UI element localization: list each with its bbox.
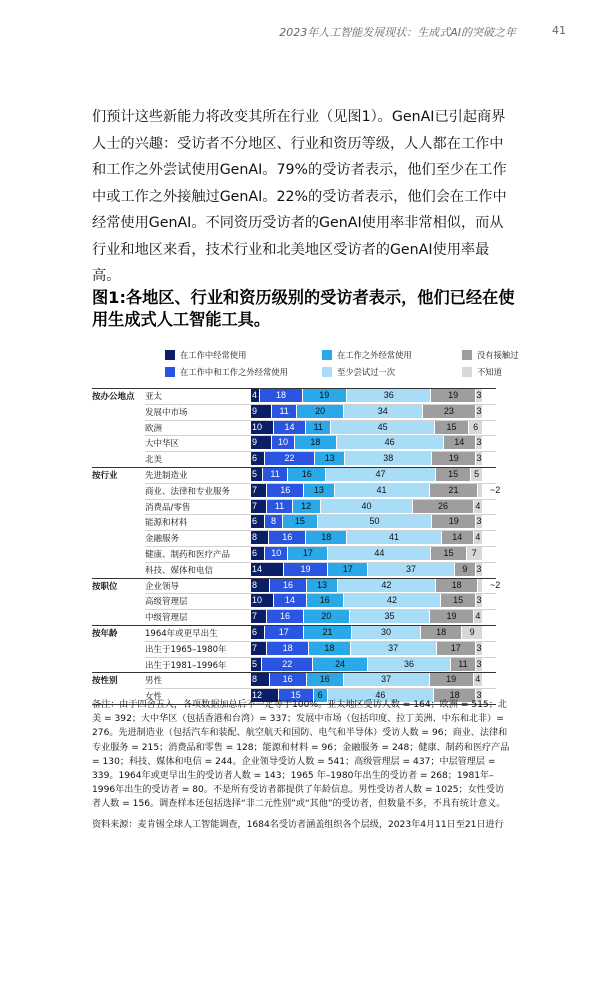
bar-segment: 6 (314, 689, 328, 702)
bar-segment: 11 (272, 405, 298, 418)
stacked-bar (251, 658, 483, 671)
row-label: 高级管理层 (145, 597, 188, 608)
bar-segment: 3 (476, 563, 482, 574)
bar-segment: 5 (251, 468, 263, 481)
row-label: 健康、制药和医疗产品 (145, 550, 231, 560)
bar-segment: 34 (344, 405, 423, 418)
bar-segment: 16 (267, 484, 304, 497)
bar-segment: 5 (471, 468, 483, 481)
bar-segment: 6 (251, 515, 265, 528)
bar-segment: 17 (437, 642, 476, 655)
legend-label: 没有接触过 (477, 350, 519, 360)
bar-segment: 17 (328, 563, 368, 576)
bar-segment: 15 (279, 689, 314, 702)
bar-segment: 16 (307, 673, 344, 686)
bar-segment: 22 (262, 658, 313, 671)
bar-segment: 16 (267, 610, 304, 623)
bar-segment: 16 (270, 673, 307, 686)
bar-segment: 40 (321, 500, 414, 513)
bar-segment (478, 484, 483, 497)
bar-segment: 6 (251, 547, 265, 560)
group-label: 按年龄 (92, 629, 118, 639)
bar-segment: 11 (267, 500, 293, 513)
chart-row (0, 641, 600, 657)
bar-segment: 42 (338, 579, 436, 592)
bar-segment: 10 (251, 421, 274, 434)
source-paragraph: 资料来源：麦肯锡全球人工智能调查，1684名受访者涵盖组织各个层级，2023年4月11日至21日进行 (92, 819, 504, 830)
bar-segment: 9 (462, 626, 483, 639)
row-label: 企业领导 (145, 581, 180, 592)
bar-segment: 6 (251, 626, 265, 639)
row-label: 金融服务 (145, 534, 180, 545)
stacked-bar (251, 642, 483, 655)
bar-segment: 15 (441, 594, 476, 607)
bar-segment: 19 (431, 389, 476, 402)
bar-segment: 37 (344, 673, 430, 686)
bar-segment: 13 (315, 452, 345, 465)
bar-segment: 46 (337, 436, 444, 449)
bar-segment: 19 (284, 563, 329, 576)
bar-segment: 36 (347, 389, 431, 402)
legend-label: 不知道 (477, 367, 502, 377)
bar-segment (478, 579, 483, 592)
chart-row (0, 609, 600, 625)
bar-segment: 4 (251, 389, 260, 402)
bar-segment: 14 (274, 594, 306, 607)
stacked-bar (251, 515, 483, 528)
legend-label: 在工作中和工作之外经常使用 (180, 367, 288, 377)
stacked-bar (251, 436, 483, 449)
bar-segment: 3 (476, 437, 482, 448)
legend-swatch (462, 350, 472, 360)
chart-row (0, 499, 600, 515)
stacked-bar (251, 452, 483, 465)
chart-row (0, 578, 600, 594)
body-paragraph: 们预计这些新能力将改变其所在行业（见图1）。GenAI已引起商界人士的兴趣：受访者不分地区、行业和资历等级，人人都在工作中和工作之外尝试使用GenAI。79%的受访者表示，他们至少在工作中或工作之外接触过GenAI。22%的受访者表示，他们会在工作中经常使用GenAI。不同资历受访者的GenAI使用率非常相似，而从行业和地区来看，技术行业和北美地区受访者的GenAI使用率最高。 (92, 109, 507, 284)
stacked-bar (251, 500, 483, 513)
bar-segment: 19 (432, 452, 476, 465)
bar-segment: 9 (251, 436, 272, 449)
legend-swatch (165, 350, 175, 360)
outside-label: ~2 (490, 484, 501, 495)
stacked-bar (251, 389, 483, 402)
bar-segment: 15 (436, 468, 471, 481)
stacked-bar (251, 484, 483, 497)
chart-row (0, 672, 600, 688)
bar-segment: 7 (251, 484, 267, 497)
legend-label: 在工作之外经常使用 (337, 350, 412, 360)
bar-segment: 46 (328, 689, 435, 702)
figure-title: 图1:各地区、行业和资历级别的受访者表示，他们已经在使用生成式人工智能工具。 (92, 288, 515, 329)
legend-item (462, 366, 502, 378)
chart-row (0, 435, 600, 451)
bar-segment: 3 (476, 405, 482, 416)
bar-segment: 12 (251, 689, 279, 702)
stacked-bar (251, 405, 483, 418)
bar-segment: 18 (309, 642, 351, 655)
chart-row (0, 451, 600, 467)
stacked-bar (251, 563, 483, 576)
stacked-bar (251, 610, 483, 623)
legend-swatch (322, 367, 332, 377)
legend-swatch (462, 367, 472, 377)
stacked-bar (251, 421, 483, 434)
chart-row (0, 625, 600, 641)
bar-segment: 26 (413, 500, 473, 513)
row-label: 出生于1965–1980年 (145, 644, 227, 655)
row-label: 先进制造业 (145, 471, 188, 481)
chart-row (0, 388, 600, 404)
bar-segment: 12 (293, 500, 321, 513)
chart-row (0, 657, 600, 673)
row-label: 男性 (145, 676, 163, 687)
row-label: 亚太 (145, 392, 163, 402)
bar-segment: 18 (267, 642, 309, 655)
row-label: 北美 (145, 455, 163, 466)
legend-label: 在工作中经常使用 (180, 350, 247, 360)
row-label: 出生于1981–1996年 (145, 660, 227, 671)
bar-segment: 8 (251, 673, 270, 686)
chart-row (0, 483, 600, 499)
bar-segment: 50 (318, 515, 433, 528)
row-label: 科技、媒体和电信 (145, 565, 214, 576)
bar-segment: 16 (269, 531, 306, 544)
bar-segment: 20 (304, 610, 350, 623)
bar-segment: 4 (474, 531, 483, 544)
bar-segment: 8 (251, 531, 269, 544)
outside-label: ~2 (490, 579, 501, 590)
legend-item (322, 349, 412, 361)
bar-segment: 7 (251, 642, 267, 655)
bar-segment: 16 (270, 579, 307, 592)
legend-item (165, 366, 288, 378)
chart-row (0, 546, 600, 562)
bar-segment: 13 (304, 484, 334, 497)
row-label: 1964年或更早出生 (145, 629, 218, 639)
bar-segment: 7 (251, 610, 267, 623)
stacked-bar (251, 626, 483, 639)
bar-segment: 36 (368, 658, 451, 671)
bar-segment: 35 (350, 610, 430, 623)
bar-segment: 22 (265, 452, 316, 465)
chart-row (0, 562, 600, 578)
bar-segment: 15 (435, 421, 469, 434)
chart-row (0, 420, 600, 436)
bar-segment: 3 (476, 516, 482, 527)
bar-segment: 18 (260, 389, 302, 402)
row-label: 大中华区 (145, 439, 180, 450)
row-label: 欧洲 (145, 423, 163, 434)
bar-segment: 3 (476, 642, 482, 653)
page-number: 41 (552, 24, 566, 37)
bar-segment: 3 (476, 595, 482, 606)
legend-item (165, 349, 246, 361)
chart-row (0, 530, 600, 546)
group-label: 按行业 (92, 471, 118, 481)
bar-segment: 6 (251, 452, 265, 465)
bar-segment: 14 (444, 436, 476, 449)
row-label: 商业、法律和专业服务 (145, 486, 231, 497)
chart-row (0, 467, 600, 483)
bar-segment: 14 (251, 563, 284, 576)
bar-segment: 17 (288, 547, 328, 560)
chart-row (0, 514, 600, 530)
bar-segment: 45 (331, 421, 434, 434)
bar-segment: 18 (421, 626, 462, 639)
bar-segment: 19 (430, 673, 474, 686)
stacked-bar (251, 579, 483, 592)
stacked-bar (251, 594, 483, 607)
bar-segment: 3 (476, 658, 482, 669)
bar-segment: 21 (304, 626, 352, 639)
figure-notes (92, 698, 512, 838)
header-title: 2023年人工智能发展现状：生成式AI的突破之年 (279, 26, 516, 39)
bar-segment: 10 (265, 547, 288, 560)
legend-item (322, 366, 395, 378)
row-label: 发展中市场 (145, 407, 188, 418)
row-label: 能源和材料 (145, 518, 188, 529)
bar-segment: 7 (251, 500, 267, 513)
bar-segment: 18 (434, 689, 476, 702)
row-label: 消费品/零售 (145, 502, 191, 513)
bar-segment: 11 (306, 421, 331, 434)
bar-segment: 41 (335, 484, 430, 497)
bar-segment: 3 (476, 690, 482, 701)
bar-segment: 30 (352, 626, 421, 639)
legend-swatch (322, 350, 332, 360)
chart-top-rule (92, 388, 496, 389)
row-label: 女性 (145, 692, 163, 703)
bar-segment: 5 (251, 658, 262, 671)
chart-row (0, 404, 600, 420)
bar-segment: 44 (328, 547, 431, 560)
bar-segment: 15 (283, 515, 317, 528)
bar-segment: 10 (251, 594, 274, 607)
bar-segment: 11 (263, 468, 289, 481)
stacked-bar (251, 547, 483, 560)
legend-swatch (165, 367, 175, 377)
bar-segment: 9 (455, 563, 476, 576)
legend-label: 至少尝试过一次 (337, 367, 396, 377)
chart-row (0, 593, 600, 609)
bar-segment: 24 (313, 658, 368, 671)
bar-segment: 19 (303, 389, 348, 402)
bar-segment: 20 (297, 405, 343, 418)
bar-segment: 47 (326, 468, 436, 481)
bar-segment: 13 (307, 579, 337, 592)
bar-segment: 17 (265, 626, 304, 639)
bar-segment: 16 (307, 594, 344, 607)
bar-segment: 3 (476, 453, 482, 464)
bar-segment: 14 (274, 421, 306, 434)
bar-segment: 23 (423, 405, 476, 418)
bar-segment: 18 (306, 531, 347, 544)
group-label: 按办公地点 (92, 392, 135, 402)
bar-segment: 10 (272, 436, 295, 449)
bar-segment: 8 (265, 515, 283, 528)
bar-segment: 4 (474, 610, 483, 623)
bar-segment: 3 (476, 390, 482, 400)
group-label: 按职位 (92, 581, 118, 592)
bar-segment: 16 (288, 468, 325, 481)
bar-segment: 4 (474, 673, 483, 686)
bar-segment: 19 (430, 610, 474, 623)
bar-segment: 37 (368, 563, 455, 576)
bar-segment: 4 (474, 500, 483, 513)
bar-segment: 21 (430, 484, 479, 497)
row-label: 中级管理层 (145, 613, 188, 624)
bar-segment: 42 (344, 594, 441, 607)
bar-segment: 14 (442, 531, 474, 544)
bar-segment: 41 (347, 531, 441, 544)
stacked-bar (251, 468, 483, 481)
stacked-bar-chart (0, 388, 600, 703)
bar-segment: 38 (345, 452, 432, 465)
bar-segment: 18 (295, 436, 337, 449)
bar-segment: 15 (431, 547, 466, 560)
bar-segment: 11 (451, 658, 476, 671)
bar-segment: 8 (251, 579, 270, 592)
group-label: 按性别 (92, 676, 118, 687)
bar-segment: 9 (251, 405, 272, 418)
notes-paragraph: 备注：由于四舍五入，各项数据加总后不一定等于100%。亚太地区受访人数 = 164；欧洲 = 515；北美 = 392；大中华区（包括香港和台湾）= 337；发展中市场（包括印度、拉丁美洲、中东和北非）= 276。先进制造业（包括汽车和装配、航空航天和国防、电气和半导体）受访人数 = 96；商业、法律和专业服务 = 215；消费品和零售 = 128；能源和材料 = 96；金融服务 = 248；健康、制药和医疗产品 = 130；科技、媒体和电信 = 244。企业领导受访人数 = 541；高级管理层 = 437；中层管理层 = 339。1964年或更早出生的受访者人数 = 143；1965 年–1980年出生的受访者 = 268；1981年–1996年出生的受访者 = 80。不是所有受访者都提供了年龄信息。男性受访者人数 = 1025；女性受访者人数 = 156。调查样本还包括选择“非二元性别”或“其他”的受访者，但数量不多，不具有统计意义。 (92, 700, 510, 810)
bar-segment: 19 (432, 515, 476, 528)
chart-legend (0, 349, 600, 381)
bar-segment: 18 (436, 579, 478, 592)
bar-segment: 6 (469, 421, 483, 434)
stacked-bar (251, 531, 483, 544)
legend-item (462, 349, 519, 361)
bar-segment: 7 (467, 547, 483, 560)
bar-segment: 37 (351, 642, 437, 655)
stacked-bar (251, 673, 483, 686)
